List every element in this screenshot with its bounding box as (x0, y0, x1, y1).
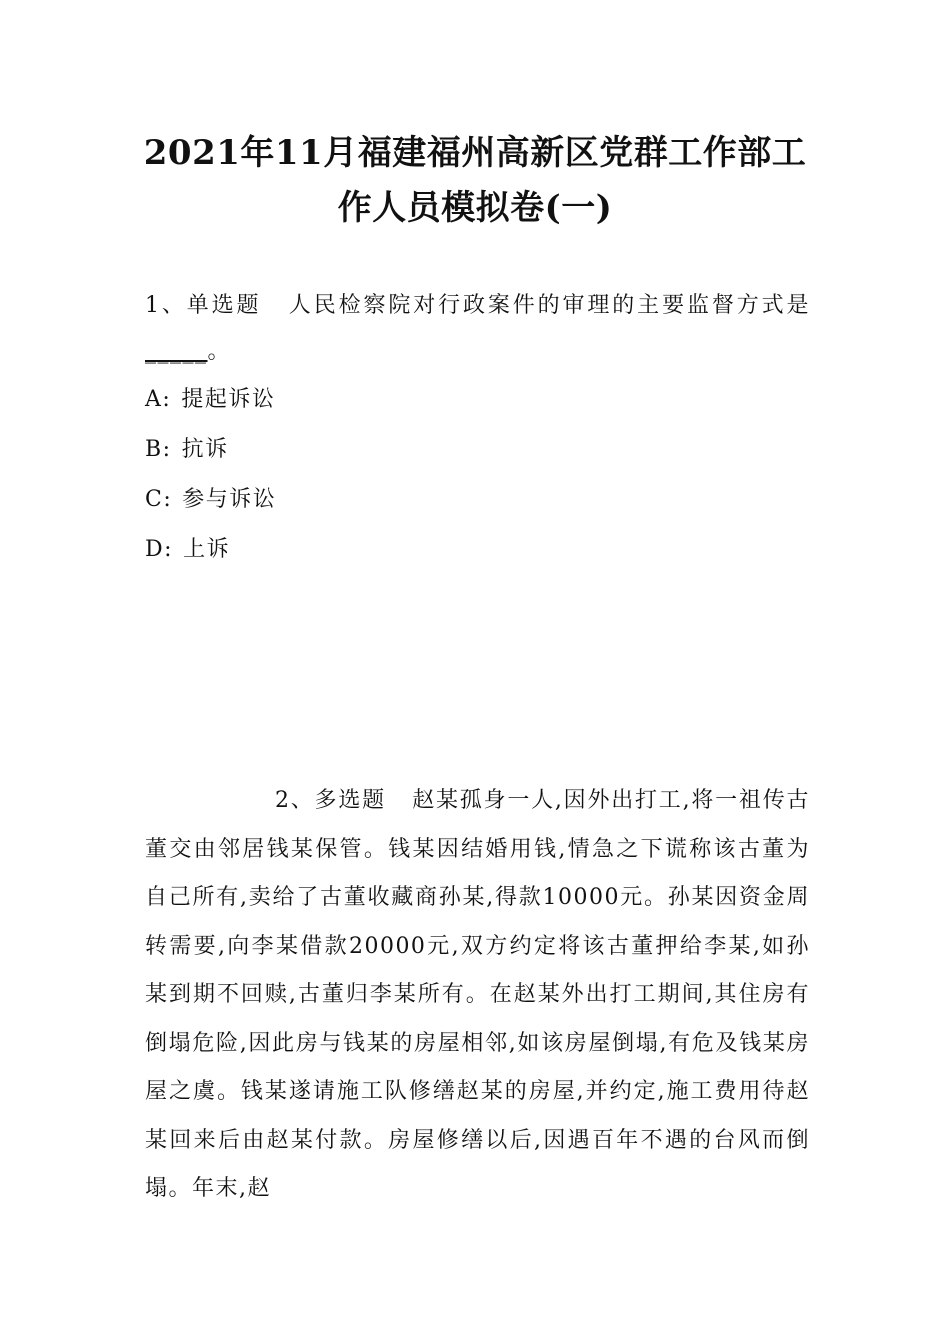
option-b-text: 抗诉 (181, 437, 229, 462)
option-c-key: C: (145, 487, 173, 512)
option-c (145, 477, 276, 523)
question-1-stem: 人民检察院对行政案件的审理的主要监督方式是 (287, 293, 810, 318)
option-d-text: 上诉 (183, 537, 231, 562)
option-b (145, 427, 229, 473)
question-1-number: 1、单选题 (145, 293, 262, 318)
option-a (145, 377, 275, 423)
option-c-text: 参与诉讼 (182, 487, 277, 512)
question-1 (145, 283, 810, 375)
option-d-key: D: (145, 537, 174, 562)
question-1-end: 。 (207, 339, 232, 364)
option-b-key: B: (145, 437, 172, 462)
option-a-key: A: (145, 387, 172, 412)
option-a-text: 提起诉讼 (181, 387, 276, 412)
question-2-number: 2、多选题 (275, 788, 386, 813)
title-line-2: 作人员模拟卷(一) (337, 188, 613, 228)
question-2-text: 赵某孤身一人,因外出打工,将一祖传古董交由邻居钱某保管。钱某因结婚用钱,情急之下谎称该古董为自己所有,卖给了古董收藏商孙某,得款10000元。孙某因资金周转需要,向李某借款20000元,双方约定将该古董押给李某,如孙某到期不回赎,古董归李某所有。在赵某外出打工期间,其住房有倒塌危险,因此房与钱某的房屋相邻,如该房屋倒塌,有危及钱某房屋之虞。钱某遂请施工队修缮赵某的房屋,并约定,施工费用待赵某回来后由赵某付款。房屋修缮以后,因遇百年不遇的台风而倒塌。年末,赵 (145, 788, 810, 1201)
option-d (145, 527, 230, 573)
title-line-1: 2021年11月福建福州高新区党群工作部工 (143, 133, 807, 173)
answer-blank: _____ (145, 339, 208, 364)
question-2 (145, 777, 810, 1214)
document-title (120, 126, 830, 236)
